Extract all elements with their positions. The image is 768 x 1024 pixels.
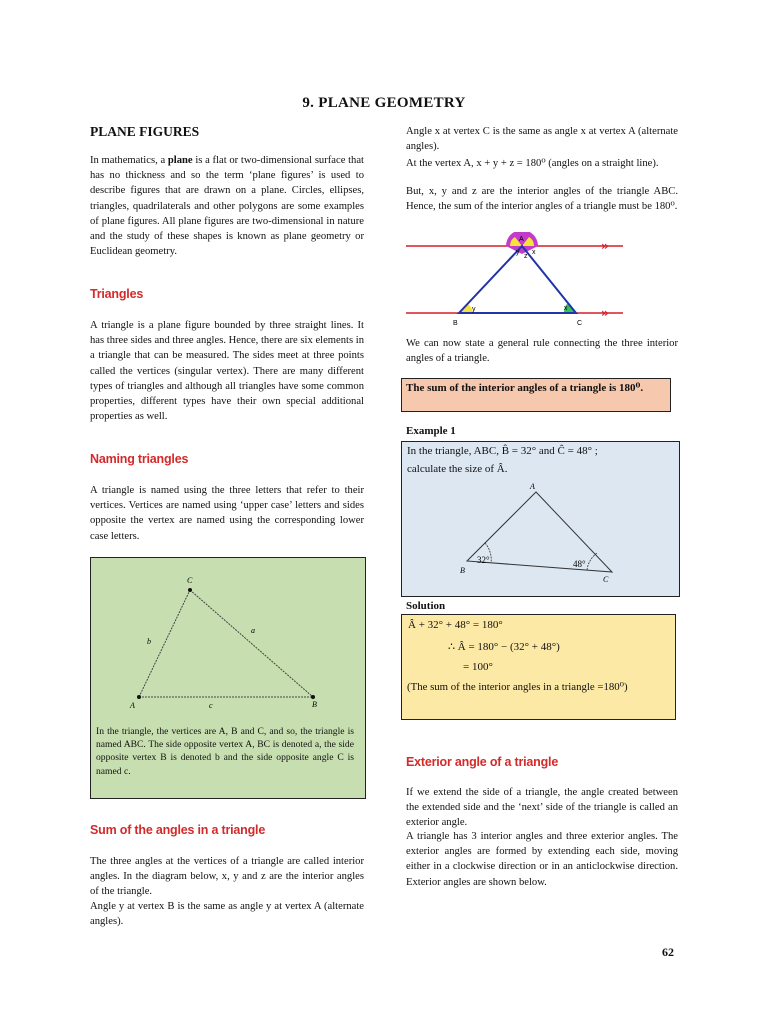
heading-sum-of-angles: Sum of the angles in a triangle — [90, 823, 266, 837]
sum-paragraph-1: The three angles at the vertices of a triangle are called interior angles. In the diagram below, x, y and z are the interior angles of the triangle. — [90, 856, 364, 898]
solution-line-1: Â + 32° + 48° = 180° — [408, 619, 503, 631]
parallel-lines-triangle-diagram — [401, 232, 681, 330]
label-x-at-c: x — [564, 305, 568, 312]
solution-box — [401, 614, 676, 720]
solution-line-4: (The sum of the interior angles in a triangle =180⁰) — [407, 681, 628, 693]
vertex-b-dot — [311, 695, 315, 699]
exterior-paragraph-2: A triangle has 3 interior angles and three exterior angles. The exterior angles are formed by extending each side, moving either in a clockwise direction or in an anticlockwise direction. Exterior angles are shown below. — [406, 831, 678, 888]
alternate-angle-paragraph: Angle x at vertex C is the same as angle x at vertex A (alternate angles). — [406, 126, 678, 153]
exterior-paragraph-1: If we extend the side of a triangle, the angle created between the extended side and the ‘next’ side of the triangle is called an exterior angle. — [406, 787, 678, 829]
example-triangle-diagram — [402, 442, 679, 596]
heading-exterior-angle: Exterior angle of a triangle — [406, 755, 559, 769]
angle-c-arc — [587, 553, 597, 570]
example-angle-b-value: 32° — [477, 555, 490, 565]
example-question-line-1: In the triangle, ABC, B̂ = 32° and Ĉ = 48° ; — [407, 445, 598, 457]
label-z: z — [524, 253, 528, 260]
example-angle-c-value: 48° — [573, 559, 586, 569]
label-y-at-a: y — [516, 249, 520, 256]
label-side-a: a — [251, 626, 255, 635]
solution-line-2: ∴ Â = 180° − (32° + 48°) — [448, 641, 560, 653]
label-vertex-c: C — [187, 576, 193, 585]
label-vertex-b: B — [453, 320, 458, 327]
triangle-abc-diagram — [91, 558, 365, 723]
label-side-b: b — [147, 637, 151, 646]
triangles-paragraph: A triangle is a plane figure bounded by three straight lines. It has three sides and three angles. Hence, there are six elements in a triangle that can be measured. The sides meet at three points called the vertices (singular vertex). There are many different types of triangles and although all triangles have some common properties, different types have their own special additional properties as well. — [90, 320, 364, 423]
label-vertex-a: A — [130, 701, 135, 710]
example-label: Example 1 — [406, 425, 456, 437]
heading-naming-triangles: Naming triangles — [90, 452, 189, 466]
parallel-arrow-top-icon: » — [601, 239, 609, 253]
sum-paragraph-2: Angle y at vertex B is the same as angle y at vertex A (alternate angles). — [90, 901, 364, 928]
vertex-c-dot — [188, 588, 192, 592]
straight-line-paragraph: At the vertex A, x + y + z = 180⁰ (angles on a straight line). — [406, 158, 659, 169]
general-rule-intro: We can now state a general rule connecting the three interior angles of a triangle. — [406, 338, 678, 365]
label-side-c: c — [209, 701, 213, 710]
example-label-c: C — [603, 575, 609, 584]
intro-paragraph: In mathematics, a plane is a flat or two-dimensional surface that has no thickness and so the term ‘plane figures’ is used to describe figures that are drawn on a plane. Circles, ellipses, triangles, quadrilaterals and other polygons are some examples of plane figures. All plane figures are two-dimensional in nature and the study of these shapes is known as plane geometry or Euclidean geometry. — [90, 155, 364, 258]
label-y-at-b: y — [472, 306, 476, 313]
triangle-abc-outline — [459, 246, 576, 313]
solution-line-3: = 100° — [463, 661, 493, 673]
label-vertex-a: A — [519, 236, 524, 243]
solution-label: Solution — [406, 600, 446, 612]
example-label-a: A — [530, 482, 535, 491]
section-heading-plane-figures: PLANE FIGURES — [90, 124, 200, 139]
vertex-a-dot — [137, 695, 141, 699]
label-vertex-c: C — [577, 320, 583, 327]
angle-sum-rule-box: The sum of the interior angles of a triangle is 180⁰. — [401, 378, 671, 412]
side-a — [190, 590, 313, 697]
example-question-line-2: calculate the size of Â. — [407, 463, 508, 475]
page-number: 62 — [662, 945, 674, 959]
parallel-arrow-bottom-icon: » — [601, 306, 609, 320]
example-box — [401, 441, 680, 597]
triangle-naming-caption: In the triangle, the vertices are A, B and C, and so, the triangle is named ABC. The side opposite vertex A, BC is denoted a, the side opposite vertex B is denoted b and the side opposite angle C is named c. — [96, 726, 354, 777]
label-vertex-b: B — [312, 700, 317, 709]
page-title: 9. PLANE GEOMETRY — [302, 95, 466, 111]
heading-triangles: Triangles — [90, 287, 144, 301]
example-label-b: B — [460, 566, 465, 575]
interior-sum-paragraph: But, x, y and z are the interior angles of the triangle ABC. Hence, the sum of the interior angles of a triangle must be 180⁰. — [406, 186, 678, 213]
label-x-at-a: x — [532, 249, 536, 256]
naming-paragraph: A triangle is named using the three letters that refer to their vertices. Vertices are named using ‘upper case’ letters and sides opposite the vertex are named using the corresponding lower case letters. — [90, 485, 364, 542]
